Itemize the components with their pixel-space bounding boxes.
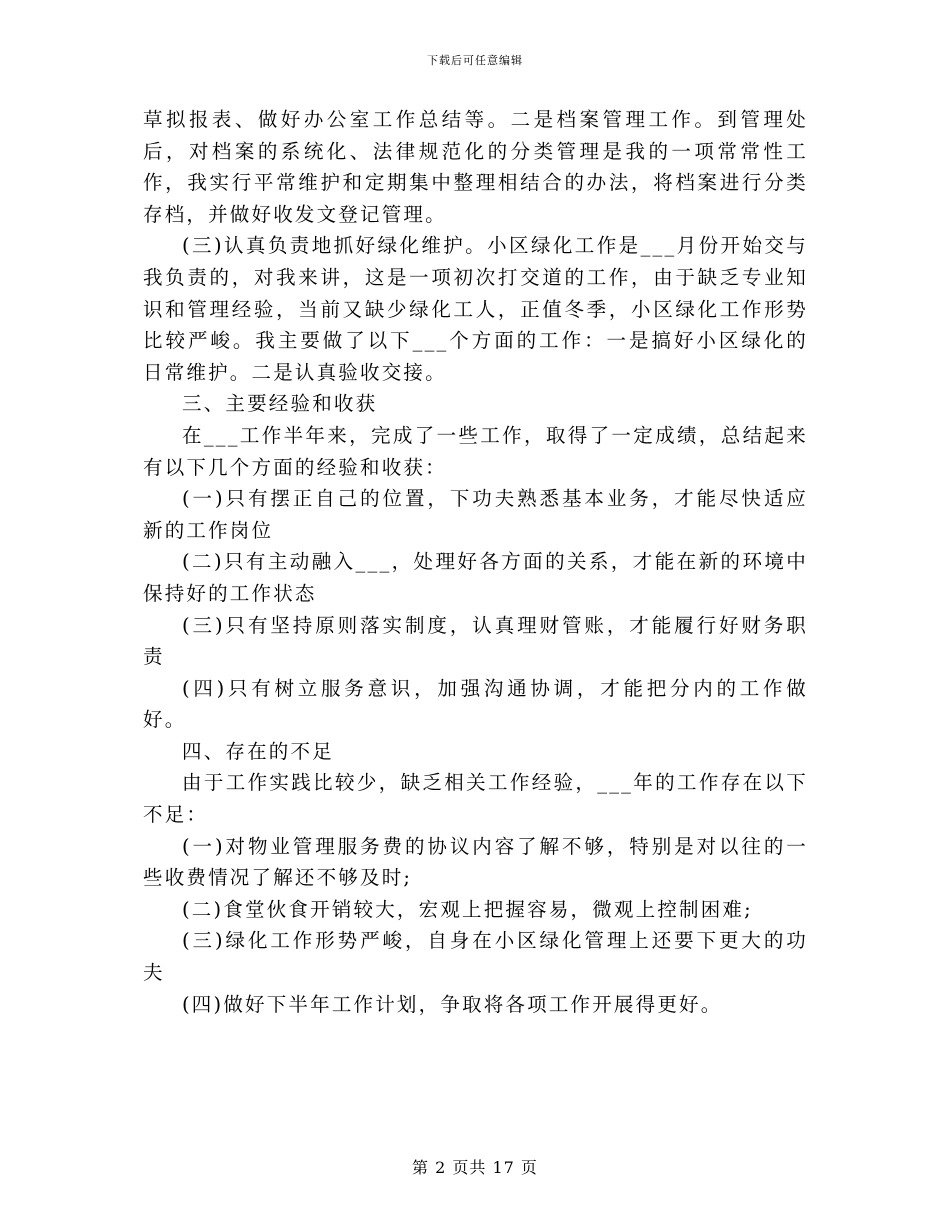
list-item: (二)食堂伙食开销较大，宏观上把握容易，微观上控制困难; [182, 897, 753, 921]
page-header-note: 下载后可任意编辑 [427, 54, 523, 67]
paragraph: 草拟报表、做好办公室工作总结等。二是档案管理工作。到管理处后，对档案的系统化、法律规范化的分类管理是我的一项常常性工作，我实行平常维护和定期集中整理相结合的办法，将档案进行分类存档，并做好收发文登记管理。 [143, 108, 808, 226]
list-item: (三)只有坚持原则落实制度，认真理财管账，才能履行好财务职责 [143, 613, 809, 669]
list-item: (二)只有主动融入___，处理好各方面的关系，才能在新的环境中保持好的工作状态 [143, 550, 808, 605]
list-item: (三)绿化工作形势严峻，自身在小区绿化管理上还要下更大的功夫 [143, 929, 809, 985]
list-item: (四)只有树立服务意识，加强沟通协调，才能把分内的工作做好。 [143, 676, 808, 732]
paragraph: 在___工作半年来，完成了一些工作，取得了一定成绩，总结起来有以下几个方面的经验和收获： [143, 423, 808, 479]
page-number: 第 2 页共 17 页 [412, 1158, 538, 1177]
paragraph: 由于工作实践比较少，缺乏相关工作经验，___年的工作存在以下不足： [143, 771, 808, 827]
list-item: (一)只有摆正自己的位置，下功夫熟悉基本业务，才能尽快适应新的工作岗位 [143, 487, 809, 542]
section-heading: 三、主要经验和收获 [182, 392, 378, 416]
section-heading: 四、存在的不足 [182, 739, 334, 763]
list-item: (四)做好下半年工作计划，争取将各项工作开展得更好。 [182, 992, 723, 1016]
paragraph: (三)认真负责地抓好绿化维护。小区绿化工作是___月份开始交与我负责的，对我来讲，这是一项初次打交道的工作，由于缺乏专业知识和管理经验，当前又缺少绿化工人，正值冬季，小区绿化工作形势比较严峻。我主要做了以下___个方面的工作：一是搞好小区绿化的日常维护。二是认真验收交接。 [143, 234, 808, 384]
list-item: (一)对物业管理服务费的协议内容了解不够，特别是对以往的一些收费情况了解还不够及时; [143, 834, 809, 890]
document-body [143, 104, 808, 1020]
